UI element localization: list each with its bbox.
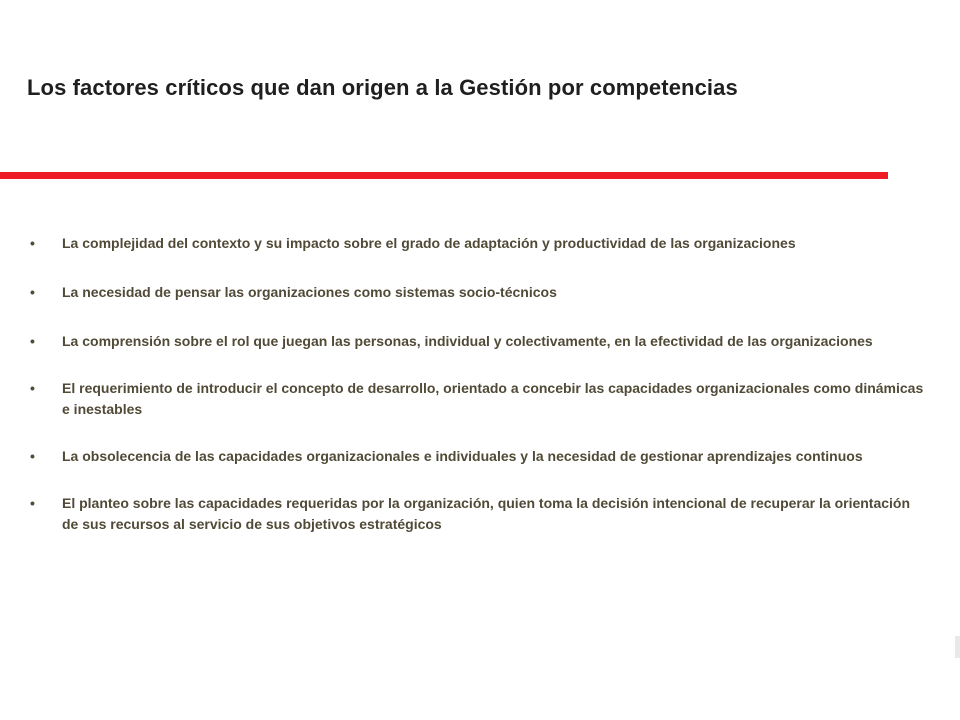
- title-divider: [0, 172, 888, 179]
- bullet-item: [30, 446, 930, 467]
- bullet-icon: •: [30, 333, 35, 349]
- bullet-icon: •: [30, 495, 35, 511]
- bullet-item: [30, 233, 930, 254]
- bullet-list: [30, 233, 930, 561]
- bullet-text: La obsolecencia de las capacidades organizacionales e individuales y la necesidad de gestionar aprendizajes continuos: [62, 448, 863, 464]
- bullet-text: La comprensión sobre el rol que juegan las personas, individual y colectivamente, en la efectividad de las organizaciones: [62, 333, 873, 349]
- bullet-text: La necesidad de pensar las organizaciones como sistemas socio-técnicos: [62, 284, 557, 300]
- bullet-item: [30, 331, 930, 352]
- bullet-icon: •: [30, 235, 35, 251]
- bullet-icon: •: [30, 448, 35, 464]
- slide-title: Los factores críticos que dan origen a la Gestión por competencias: [27, 75, 738, 100]
- bullet-item: [30, 493, 930, 535]
- bullet-text: El planteo sobre las capacidades requeridas por la organización, quien toma la decisión intencional de recuperar la orientación de sus recursos al servicio de sus objetivos estratégicos: [62, 495, 911, 532]
- bullet-item: [30, 282, 930, 303]
- bullet-icon: •: [30, 284, 35, 300]
- bullet-icon: •: [30, 380, 35, 396]
- bullet-item: [30, 378, 930, 420]
- edge-decoration: [955, 636, 960, 658]
- bullet-text: La complejidad del contexto y su impacto sobre el grado de adaptación y productividad de las organizaciones: [62, 235, 796, 251]
- bullet-text: El requerimiento de introducir el concepto de desarrollo, orientado a concebir las capacidades organizacionales como dinámicas e inestables: [62, 380, 924, 417]
